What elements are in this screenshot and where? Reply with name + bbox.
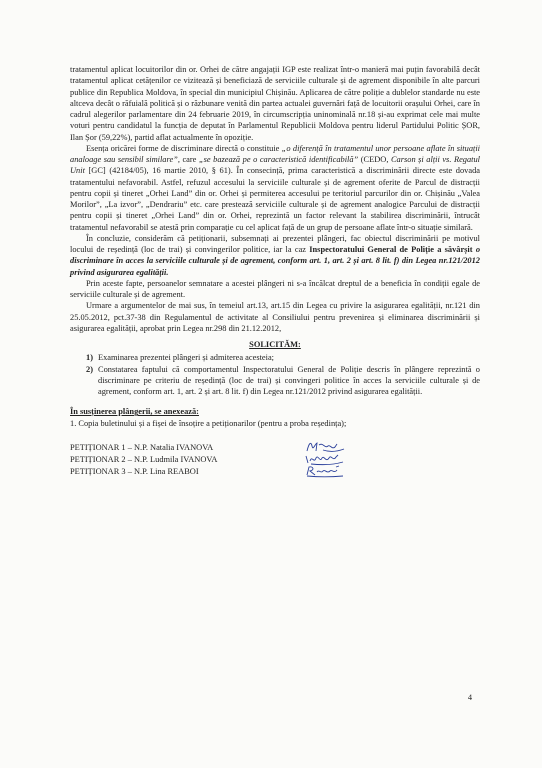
- quote-diferenta: „o diferență în tratamentul unor persoane aflate în situații analoage sau sensibil similare”: [70, 143, 480, 164]
- paragraph-2-part-a: Esența oricărei forme de discriminare directă o constituie: [86, 143, 282, 153]
- paragraph-2-part-b: , care: [177, 155, 199, 164]
- paragraph-2-part-d: [GC] (42184/05), 16 martie 2010, § 61). În consecință, prima caracteristică a discriminării directe este dovada tratamentului nefavorabil. Astfel, refuzul accesului la serviciile culturale și de agrement oferite de Parcul de distracții pentru copii și tineret „Orhei Land” din or. Orhei și permiterea accesului pe teritoriul parcurilor din or. Chișinău „Valea Morilor”, „La izvor”, „Dendrariu” etc. care prestează serviciile culturale și de agrement analogice Parcului de distracții pentru copii și tineret „Orhei Land” din or. Orhei, reprezintă un factor relevant la stabilirea discriminării, întrucât tratamentul nefavorabil se atestă prin comparație cu cel aplicat față de un grup de persoane aflate într-o situație similară.: [70, 166, 480, 232]
- signers-block: [70, 442, 480, 478]
- signer-row: [70, 466, 480, 478]
- quote-caracteristica: „se bazează pe o caracteristică identificabilă”: [198, 155, 359, 164]
- paragraph-4: Prin aceste fapte, persoanelor semnatare a acestei plângeri ni s-a încălcat dreptul de a beneficia în condiții egale de serviciile culturale și de agrement.: [70, 278, 480, 299]
- annex-item-1: 1. Copia buletinului și a fișei de însoțire a petiționarilor (pentru a proba reședința);: [70, 418, 347, 428]
- case-name: Carson și alții vs. Regatul Unit: [70, 155, 480, 176]
- list-item: [70, 364, 480, 398]
- page-number: 4: [467, 693, 472, 702]
- document-body: [70, 64, 480, 478]
- solicitam-list: [70, 352, 480, 397]
- annex-title: În susținerea plângerii, se anexează:: [70, 407, 199, 417]
- list-item-text: Examinarea prezentei plângeri și admiterea acesteia;: [98, 353, 275, 363]
- signer-label: PETIȚIONAR 2 – N.P. Ludmila IVANOVA: [70, 454, 218, 464]
- paragraph-3-bold-italic: o discriminare în acces la serviciile culturale și de agrement, conform art. 1, art. 2 și art. 8 lit. f) din Legea nr.121/2012 privind asigurarea egalității.: [70, 245, 480, 277]
- paragraph-5: Urmare a argumentelor de mai sus, în temeiul art.13, art.15 din Legea cu privire la asigurarea egalității, nr.121 din 25.05.2012, pct.37-38 din Regulamentul de activitate al Consiliului pentru prevenirea și eliminarea discriminării și asigurarea egalității, aprobat prin Legea nr.298 din 21.12.2012,: [70, 301, 480, 333]
- paragraph-2-part-c: (CEDO,: [358, 155, 391, 164]
- list-item-number: 2): [86, 364, 93, 374]
- signer-row: [70, 442, 480, 454]
- list-item-number: 1): [86, 353, 93, 363]
- list-item: [70, 352, 480, 363]
- signer-row: [70, 454, 480, 466]
- paragraph-3: [70, 233, 480, 278]
- paragraph-2: [70, 143, 480, 233]
- solicitam-heading: SOLICITĂM:: [249, 340, 301, 349]
- list-item-text: Constatarea faptului că comportamentul Inspectoratului General de Poliție descris în plângere reprezintă o discriminare pe criteriu de reședință (loc de trai) și convingeri politice în acces la serviciile culturale și de agrement, conform art. 1, art. 2 și art. 8 lit. f) din Legea nr.121/2012 privind asigurarea egalității.: [98, 364, 480, 396]
- paragraph-1: tratamentul aplicat locuitorilor din or. Orhei de către angajații IGP este realizat într-o manieră mai puțin favorabilă decât tratamentul aplicat cetățenilor ce vizitează și beneficiază de serviciile culturale și de agrement disponibile în alte parcuri publice din Republica Moldova, în special din municipiul Chișinău. Aplicarea de către poliție a dublelor standarde nu este altceva decât o răfuială politică și o răzbunare venită din partea actualei guvernări față de locuitorii orașului Orhei, care în cadrul alegerilor parlamentare din 24 februarie 2019, în circumscripția uninominală nr.18 și-au exprimat cele mai multe voturi pentru candidatul la funcția de deputat în Parlamentul Republicii Moldova pentru liderul Partidului Politic ȘOR, Ilan Șor (59,22%), partid aflat actualmente în opoziție.: [70, 65, 480, 142]
- signer-label: PETIȚIONAR 3 – N.P. Lina REABOI: [70, 466, 199, 476]
- paragraph-3-part-a: În concluzie, considerăm că petiționarii, subsemnați ai prezentei plângeri, fac obiectul discriminării pe motivul locului de reședință (loc de trai) și convingerilor politice, iar la caz: [70, 233, 480, 254]
- signature-3-image: [303, 464, 347, 478]
- signer-label: PETIȚIONAR 1 – N.P. Natalia IVANOVA: [70, 442, 214, 452]
- paragraph-3-bold: Inspectoratului General de Poliție a săvârșit: [309, 245, 476, 254]
